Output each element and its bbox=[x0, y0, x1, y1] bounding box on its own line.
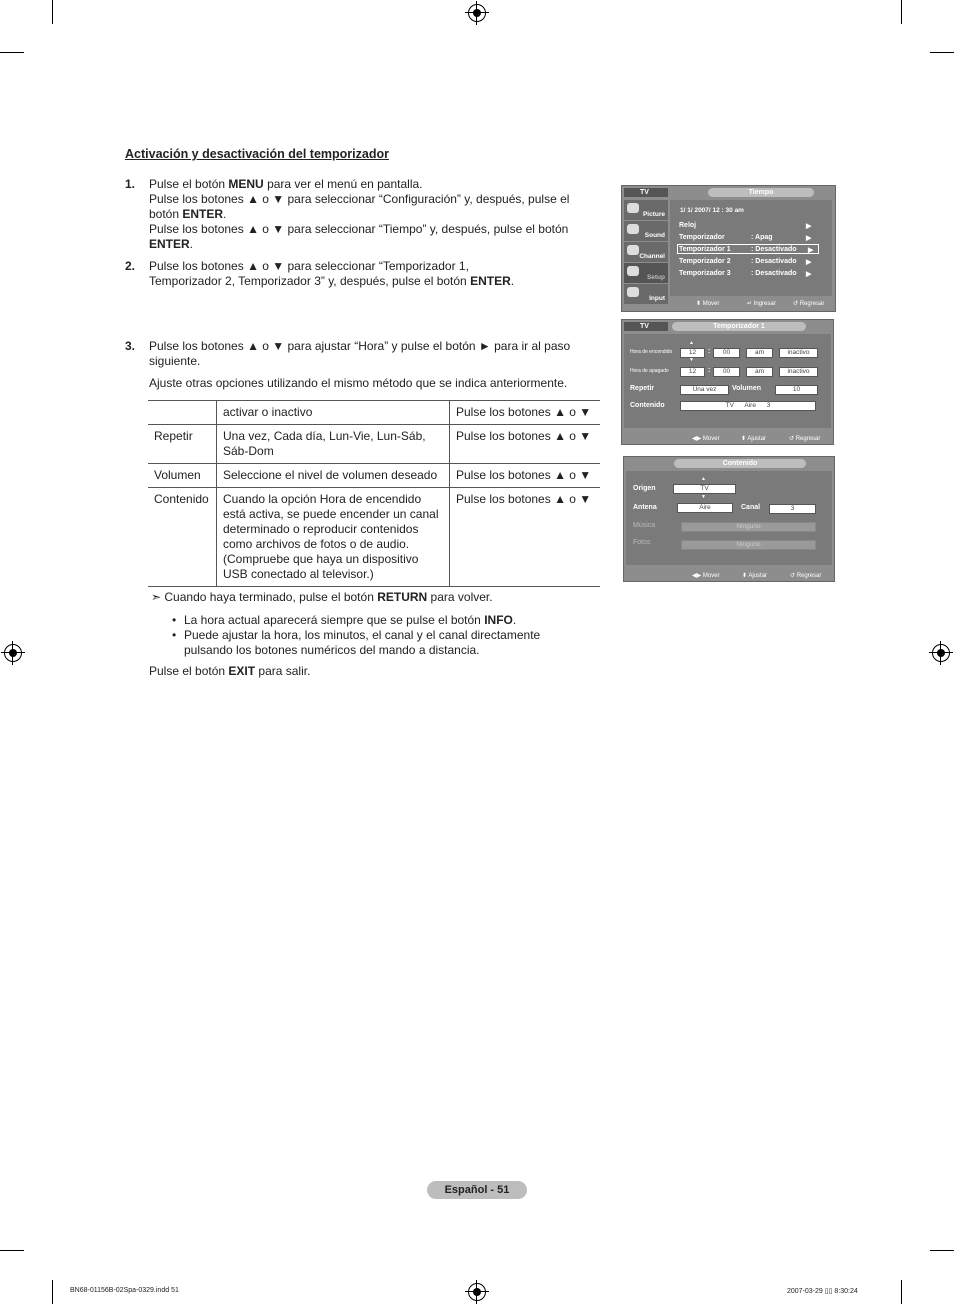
step-line: ENTER. bbox=[149, 237, 194, 251]
table-row bbox=[148, 425, 600, 464]
arrow-right-icon: ▶ bbox=[808, 247, 814, 254]
osd-footer-move: ◀▶ Mover bbox=[692, 436, 720, 442]
osd-row-label: Temporizador 2 bbox=[679, 258, 731, 265]
registration-mark-icon bbox=[4, 644, 22, 662]
antenna-field[interactable]: Aire bbox=[677, 503, 733, 513]
on-minute-field[interactable]: 00 bbox=[713, 348, 740, 358]
arrow-right-icon: ▶ bbox=[806, 259, 812, 266]
step-number: 2. bbox=[125, 259, 136, 273]
option-description: Cuando la opción Hora de encendido está activa, se puede encender un canal determinado o reproducir contenidos como archivos de fotos o de audio. (Compruebe que haya un dispositivo USB conectado al televisor.) bbox=[217, 488, 450, 587]
volume-label: Volumen bbox=[732, 385, 762, 392]
crop-mark bbox=[930, 1250, 954, 1251]
registration-mark-icon bbox=[932, 644, 950, 662]
side-item-channel: Channel bbox=[624, 242, 668, 262]
table-row bbox=[148, 401, 600, 425]
side-item-input: Input bbox=[624, 284, 668, 304]
side-item-setup: Setup bbox=[624, 263, 668, 283]
step-number: 3. bbox=[125, 339, 136, 353]
arrow-right-icon: ▶ bbox=[806, 235, 812, 242]
option-action: Pulse los botones ▲ o ▼ bbox=[450, 488, 601, 587]
osd-footer-adjust: ⬍ Ajustar bbox=[741, 436, 767, 442]
down-arrow-icon: ▼ bbox=[689, 357, 694, 363]
step-3-note: Ajuste otras opciones utilizando el mismo método que se indica anteriormente. bbox=[149, 376, 568, 390]
input-icon bbox=[627, 287, 639, 297]
on-state-field[interactable]: inactivo bbox=[779, 348, 818, 358]
arrow-right-icon: ▶ bbox=[806, 223, 812, 230]
print-timestamp: 2007-03-29 ▯▯ 8:30:24 bbox=[787, 1288, 858, 1295]
crop-mark bbox=[901, 0, 902, 24]
channel-icon bbox=[627, 245, 639, 255]
off-ampm-field[interactable]: am bbox=[746, 367, 773, 377]
osd-row-value: : Desactivado bbox=[751, 270, 797, 277]
crop-mark bbox=[52, 1280, 53, 1304]
osd-footer-move: ⬍ Mover bbox=[696, 301, 720, 307]
gear-icon bbox=[627, 266, 639, 276]
on-ampm-field[interactable]: am bbox=[746, 348, 773, 358]
osd-row-value: : Desactivado bbox=[751, 246, 797, 253]
option-description: Seleccione el nivel de volumen deseado bbox=[217, 464, 450, 488]
step-number: 1. bbox=[125, 177, 136, 191]
off-hour-field[interactable]: 12 bbox=[680, 367, 705, 377]
on-time-label: Hora de encendido bbox=[630, 349, 673, 355]
table-row bbox=[148, 464, 600, 488]
off-time-label: Hora de apagado bbox=[630, 368, 669, 374]
registration-mark-icon bbox=[468, 1283, 486, 1301]
osd-tv-label: TV bbox=[624, 188, 668, 197]
bullet-item: Puede ajustar la hora, los minutos, el canal y el canal directamente pulsando los botones numéricos del mando a distancia. bbox=[184, 628, 541, 657]
step-line: Pulse los botones ▲ o ▼ para seleccionar “Temporizador 1, bbox=[149, 259, 469, 273]
step-line: Pulse los botones ▲ o ▼ para ajustar “Hora” y pulse el botón ► para ir al paso bbox=[149, 339, 571, 353]
content-label: Contenido bbox=[630, 402, 665, 409]
option-name: Contenido bbox=[154, 492, 209, 506]
photo-label: Fotos bbox=[633, 539, 651, 546]
up-arrow-icon: ▲ bbox=[701, 476, 706, 482]
osd-footer-return: ↺ Regresar bbox=[789, 436, 821, 442]
picture-icon bbox=[627, 203, 639, 213]
on-hour-field[interactable]: 12 bbox=[680, 348, 705, 358]
osd-footer-move: ◀▶ Mover bbox=[692, 573, 720, 579]
osd-row-value: : Desactivado bbox=[751, 258, 797, 265]
option-description: activar o inactivo bbox=[217, 401, 450, 425]
osd-title: Contenido bbox=[674, 459, 806, 468]
osd-row-label: Temporizador bbox=[679, 234, 725, 241]
down-arrow-icon: ▼ bbox=[701, 494, 706, 500]
option-action: Pulse los botones ▲ o ▼ bbox=[450, 425, 601, 464]
osd-row-value: : Apag bbox=[751, 234, 773, 241]
step-line: siguiente. bbox=[149, 354, 201, 368]
channel-label: Canal bbox=[741, 504, 761, 511]
off-minute-field[interactable]: 00 bbox=[713, 367, 740, 377]
photo-field[interactable]: Ninguno bbox=[681, 540, 816, 550]
repeat-label: Repetir bbox=[630, 385, 655, 392]
osd-row-label: Temporizador 3 bbox=[679, 270, 731, 277]
osd-row-label: Reloj bbox=[679, 222, 697, 229]
osd-footer-return: ↺ Regresar bbox=[790, 573, 822, 579]
up-arrow-icon: ▲ bbox=[689, 340, 694, 346]
osd-footer-adjust: ⬍ Ajustar bbox=[742, 573, 768, 579]
side-item-picture: Picture bbox=[624, 200, 668, 220]
music-label: Música bbox=[633, 522, 656, 529]
osd-time-menu bbox=[621, 185, 836, 312]
osd-footer-enter: ↵ Ingresar bbox=[747, 301, 776, 307]
options-table bbox=[148, 400, 600, 587]
return-note: ➣ Cuando haya terminado, pulse el botón RETURN para volver. bbox=[151, 590, 493, 604]
step-line: Temporizador 2, Temporizador 3” y, después, pulse el botón ENTER. bbox=[149, 274, 515, 288]
step-line: Pulse los botones ▲ o ▼ para seleccionar “Configuración” y, después, pulse el bbox=[149, 192, 570, 206]
arrow-right-icon: ▶ bbox=[806, 271, 812, 278]
step-line: Pulse los botones ▲ o ▼ para seleccionar “Tiempo” y, después, pulse el botón bbox=[149, 222, 569, 236]
option-description: Una vez, Cada día, Lun-Vie, Lun-Sáb, Sáb-Dom bbox=[217, 425, 450, 464]
step-line: Pulse el botón MENU para ver el menú en pantalla. bbox=[149, 177, 423, 191]
antenna-label: Antena bbox=[633, 504, 657, 511]
bullet-item: La hora actual aparecerá siempre que se pulse el botón INFO. bbox=[184, 613, 517, 627]
table-row bbox=[148, 488, 600, 587]
step-1-text bbox=[149, 177, 589, 252]
side-item-sound: Sound bbox=[624, 221, 668, 241]
osd-timer1-menu bbox=[621, 319, 834, 445]
osd-title: Temporizador 1 bbox=[672, 322, 806, 331]
repeat-field[interactable]: Una vez bbox=[680, 385, 729, 395]
volume-field[interactable]: 10 bbox=[775, 385, 818, 395]
colon: : bbox=[708, 348, 711, 355]
channel-field[interactable]: 3 bbox=[769, 504, 816, 514]
crop-mark bbox=[0, 1250, 24, 1251]
osd-date: 1/ 1/ 2007/ 12 : 30 am bbox=[680, 207, 744, 214]
colon: : bbox=[708, 367, 711, 374]
osd-title: Tiempo bbox=[708, 188, 814, 197]
step-3-text bbox=[149, 339, 589, 369]
option-name: Repetir bbox=[154, 429, 193, 443]
crop-mark bbox=[52, 0, 53, 24]
content-field[interactable]: TV Aire 3 bbox=[680, 401, 816, 411]
osd-content-menu bbox=[623, 456, 835, 582]
source-field[interactable]: TV bbox=[673, 484, 736, 494]
exit-note: Pulse el botón EXIT para salir. bbox=[149, 664, 311, 678]
option-action: Pulse los botones ▲ o ▼ bbox=[450, 401, 601, 425]
off-state-field[interactable]: inactivo bbox=[779, 367, 818, 377]
crop-mark bbox=[0, 52, 24, 53]
sound-icon bbox=[627, 224, 639, 234]
osd-footer-return: ↺ Regresar bbox=[793, 301, 825, 307]
option-action: Pulse los botones ▲ o ▼ bbox=[450, 464, 601, 488]
osd-row-label: Temporizador 1 bbox=[679, 246, 731, 253]
music-field[interactable]: Ninguno bbox=[681, 522, 816, 532]
registration-mark-icon bbox=[468, 4, 486, 22]
step-2-text bbox=[149, 259, 589, 289]
crop-mark bbox=[901, 1280, 902, 1304]
file-info: BN68-01156B-02Spa-0329.indd 51 bbox=[70, 1287, 179, 1294]
option-name: Volumen bbox=[154, 468, 201, 482]
osd-tv-label: TV bbox=[624, 322, 668, 331]
source-label: Origen bbox=[633, 485, 656, 492]
bullet-icon: • bbox=[172, 628, 177, 642]
crop-mark bbox=[930, 52, 954, 53]
section-heading: Activación y desactivación del temporizador bbox=[125, 147, 389, 161]
page-number-badge: Español - 51 bbox=[427, 1181, 527, 1199]
option-name bbox=[148, 401, 217, 425]
bullet-icon: • bbox=[172, 613, 177, 627]
step-line: botón ENTER. bbox=[149, 207, 227, 221]
